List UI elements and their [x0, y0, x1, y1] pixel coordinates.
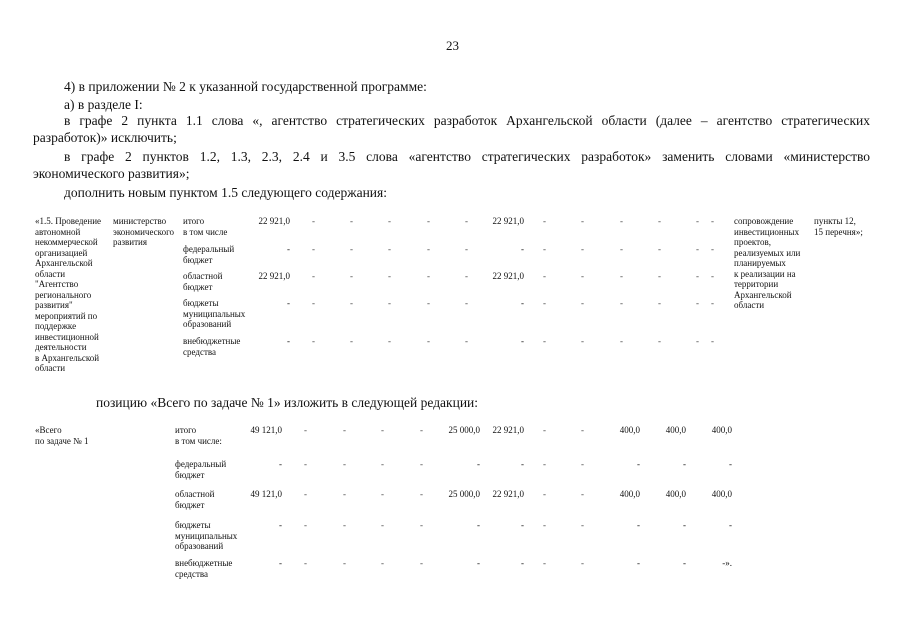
empty-cell-dash: -: [343, 489, 346, 499]
empty-cell-dash: -: [465, 336, 468, 346]
year-2026-value: 400,0: [711, 425, 732, 435]
empty-cell-dash: -: [465, 216, 468, 226]
year-2026-value: -».: [722, 558, 732, 568]
empty-cell-dash: -: [581, 244, 584, 254]
total-value: -: [279, 558, 282, 568]
empty-cell-dash: -: [312, 336, 315, 346]
empty-cell-dash: -: [543, 298, 546, 308]
empty-cell-dash: -: [543, 520, 546, 530]
empty-cell-dash: -: [312, 298, 315, 308]
empty-cell-dash: -: [312, 216, 315, 226]
empty-cell-dash: -: [343, 425, 346, 435]
total-value: -: [287, 336, 290, 346]
empty-cell-dash: -: [427, 244, 430, 254]
empty-cell-dash: -: [581, 558, 584, 568]
total-value: 49 121,0: [250, 425, 282, 435]
empty-cell-dash: -: [620, 244, 623, 254]
year-2024-value: -: [637, 520, 640, 530]
empty-cell-dash: -: [304, 558, 307, 568]
empty-cell-dash: -: [581, 336, 584, 346]
empty-cell-dash: -: [696, 244, 699, 254]
executor-cell: министерство экономического развития: [113, 216, 175, 247]
empty-cell-dash: -: [388, 271, 391, 281]
year-2020-value: 25 000,0: [448, 425, 480, 435]
year-2021-value: -: [521, 459, 524, 469]
paragraph-4: 4) в приложении № 2 к указанной государственной программе:: [64, 79, 427, 94]
empty-cell-dash: -: [343, 520, 346, 530]
empty-cell-dash: -: [581, 520, 584, 530]
empty-cell-dash: -: [620, 298, 623, 308]
page-number: 23: [446, 38, 459, 53]
empty-cell-dash: -: [696, 216, 699, 226]
year-2024-value: -: [637, 459, 640, 469]
empty-cell-dash: -: [388, 336, 391, 346]
year-2025-value: -: [683, 558, 686, 568]
empty-cell-dash: -: [543, 271, 546, 281]
empty-cell-dash: -: [388, 216, 391, 226]
total-value: 22 921,0: [258, 216, 290, 226]
empty-cell-dash: -: [304, 459, 307, 469]
year-2020-value: 25 000,0: [448, 489, 480, 499]
empty-cell-dash: -: [543, 425, 546, 435]
empty-cell-dash: -: [350, 244, 353, 254]
empty-cell-dash: -: [381, 489, 384, 499]
empty-cell-dash: -: [711, 298, 714, 308]
empty-cell-dash: -: [343, 558, 346, 568]
empty-cell-dash: -: [304, 520, 307, 530]
paragraph-graph-points-line-1: в графе 2 пунктов 1.2, 1.3, 2.3, 2.4 и 3.5 слова «агентство стратегических разработок» заменить словами «министерство: [64, 149, 870, 164]
empty-cell-dash: -: [304, 425, 307, 435]
empty-cell-dash: -: [420, 425, 423, 435]
total-value: -: [279, 520, 282, 530]
empty-cell-dash: -: [620, 216, 623, 226]
empty-cell-dash: -: [696, 336, 699, 346]
empty-cell-dash: -: [658, 271, 661, 281]
empty-cell-dash: -: [465, 298, 468, 308]
empty-cell-dash: -: [312, 244, 315, 254]
paragraph-graph-2-line-2: разработок)» исключить;: [33, 130, 177, 145]
empty-cell-dash: -: [658, 336, 661, 346]
empty-cell-dash: -: [543, 489, 546, 499]
year-2021-value: -: [521, 520, 524, 530]
paragraph-position: позицию «Всего по задаче № 1» изложить в следующей редакции:: [96, 395, 479, 410]
empty-cell-dash: -: [420, 459, 423, 469]
empty-cell-dash: -: [420, 520, 423, 530]
year-2021-value: -: [521, 558, 524, 568]
empty-cell-dash: -: [581, 489, 584, 499]
source-label: внебюджетные средства: [175, 558, 233, 579]
empty-cell-dash: -: [581, 271, 584, 281]
source-label: итого в том числе: [183, 216, 228, 237]
paragraph-add-point: дополнить новым пунктом 1.5 следующего содержания:: [64, 185, 387, 200]
empty-cell-dash: -: [543, 244, 546, 254]
empty-cell-dash: -: [381, 558, 384, 568]
year-2020-value: -: [477, 520, 480, 530]
source-label: федеральный бюджет: [183, 244, 235, 265]
year-2026-value: -: [729, 520, 732, 530]
year-2021-value: -: [521, 244, 524, 254]
paragraph-graph-2-line-1: в графе 2 пункта 1.1 слова «, агентство стратегических разработок Архангельской области (далее – агентство стратегических: [64, 113, 870, 128]
empty-cell-dash: -: [350, 271, 353, 281]
paragraph-a: а) в разделе I:: [64, 97, 143, 112]
total-value: -: [287, 298, 290, 308]
empty-cell-dash: -: [581, 216, 584, 226]
total-value: -: [287, 244, 290, 254]
empty-cell-dash: -: [696, 298, 699, 308]
reference-cell: пункты 12, 15 перечня»;: [814, 216, 863, 237]
empty-cell-dash: -: [350, 298, 353, 308]
empty-cell-dash: -: [711, 216, 714, 226]
paragraph-graph-points-line-2: экономического развития»;: [33, 166, 190, 181]
empty-cell-dash: -: [312, 271, 315, 281]
total-value: 22 921,0: [258, 271, 290, 281]
empty-cell-dash: -: [420, 489, 423, 499]
year-2026-value: -: [729, 459, 732, 469]
empty-cell-dash: -: [465, 244, 468, 254]
empty-cell-dash: -: [304, 489, 307, 499]
total-value: 49 121,0: [250, 489, 282, 499]
empty-cell-dash: -: [350, 216, 353, 226]
source-label: областной бюджет: [183, 271, 223, 292]
year-2025-value: -: [683, 520, 686, 530]
empty-cell-dash: -: [658, 244, 661, 254]
source-label: итого в том числе:: [175, 425, 222, 446]
empty-cell-dash: -: [343, 459, 346, 469]
year-2026-value: 400,0: [711, 489, 732, 499]
year-2021-value: 22 921,0: [492, 216, 524, 226]
year-2025-value: 400,0: [665, 425, 686, 435]
year-2021-value: 22 921,0: [492, 425, 524, 435]
empty-cell-dash: -: [420, 558, 423, 568]
year-2021-value: 22 921,0: [492, 489, 524, 499]
empty-cell-dash: -: [581, 425, 584, 435]
source-label: бюджеты муниципальных образований: [183, 298, 246, 329]
result-cell: сопровождение инвестиционных проектов, реализуемых или планируемых к реализации на территории Архангельской области: [734, 216, 801, 310]
empty-cell-dash: -: [711, 336, 714, 346]
empty-cell-dash: -: [658, 216, 661, 226]
empty-cell-dash: -: [465, 271, 468, 281]
empty-cell-dash: -: [581, 459, 584, 469]
empty-cell-dash: -: [381, 459, 384, 469]
year-2020-value: -: [477, 459, 480, 469]
empty-cell-dash: -: [711, 271, 714, 281]
year-2025-value: 400,0: [665, 489, 686, 499]
activity-cell: «1.5. Проведение автономной некоммерческой организацией Архангельской области "Агентство регионального развития" мероприятий по поддержке инвестиционной деятельности в Архангельской области: [35, 216, 102, 373]
source-label: федеральный бюджет: [175, 459, 227, 480]
empty-cell-dash: -: [350, 336, 353, 346]
empty-cell-dash: -: [427, 216, 430, 226]
total-task-label: «Всего по задаче № 1: [35, 425, 89, 446]
empty-cell-dash: -: [543, 216, 546, 226]
year-2021-value: -: [521, 298, 524, 308]
year-2024-value: 400,0: [619, 425, 640, 435]
year-2021-value: -: [521, 336, 524, 346]
empty-cell-dash: -: [381, 520, 384, 530]
empty-cell-dash: -: [427, 271, 430, 281]
empty-cell-dash: -: [427, 298, 430, 308]
source-label: областной бюджет: [175, 489, 215, 510]
year-2024-value: -: [637, 558, 640, 568]
total-value: -: [279, 459, 282, 469]
year-2025-value: -: [683, 459, 686, 469]
year-2024-value: 400,0: [619, 489, 640, 499]
source-label: внебюджетные средства: [183, 336, 241, 357]
year-2020-value: -: [477, 558, 480, 568]
empty-cell-dash: -: [543, 459, 546, 469]
empty-cell-dash: -: [381, 425, 384, 435]
empty-cell-dash: -: [388, 298, 391, 308]
empty-cell-dash: -: [696, 271, 699, 281]
empty-cell-dash: -: [620, 271, 623, 281]
empty-cell-dash: -: [543, 336, 546, 346]
empty-cell-dash: -: [388, 244, 391, 254]
empty-cell-dash: -: [543, 558, 546, 568]
year-2021-value: 22 921,0: [492, 271, 524, 281]
empty-cell-dash: -: [427, 336, 430, 346]
empty-cell-dash: -: [658, 298, 661, 308]
empty-cell-dash: -: [581, 298, 584, 308]
empty-cell-dash: -: [620, 336, 623, 346]
source-label: бюджеты муниципальных образований: [175, 520, 238, 551]
empty-cell-dash: -: [711, 244, 714, 254]
